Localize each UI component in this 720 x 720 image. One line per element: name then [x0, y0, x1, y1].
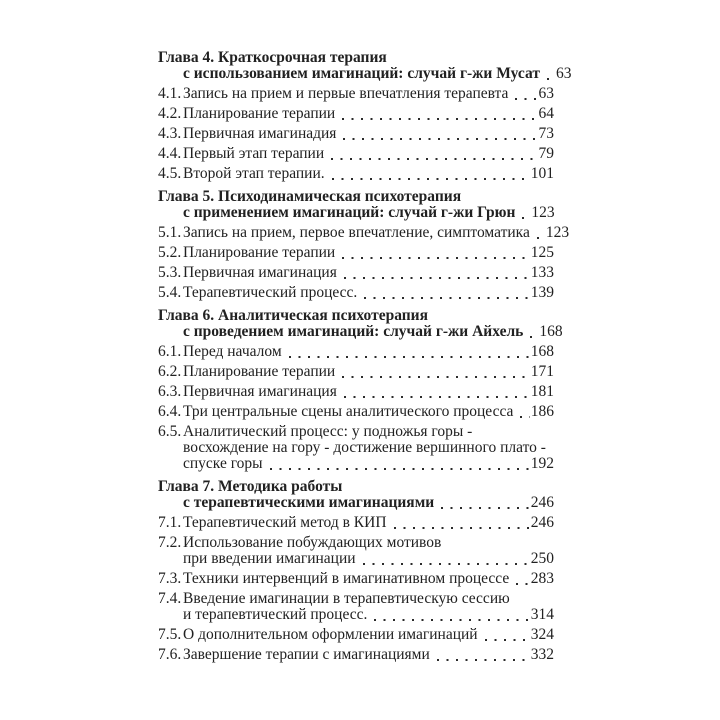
- dot-leader: [330, 166, 530, 182]
- toc-item-line: [158, 364, 554, 380]
- toc-item-line: [158, 384, 554, 400]
- toc-item-line: [158, 106, 554, 122]
- toc-item: [158, 265, 554, 281]
- item-number: 6.4.: [158, 403, 182, 420]
- chapter-heading: [158, 49, 572, 82]
- page-number: 123: [545, 224, 570, 241]
- toc-item-line: [158, 424, 554, 440]
- item-text: Терапевтический метод в КИП: [183, 514, 387, 531]
- toc-item: [158, 535, 554, 567]
- item-number: 6.3.: [158, 383, 182, 400]
- page-number: 186: [530, 403, 554, 420]
- toc-item-line: [158, 627, 554, 643]
- item-number: 4.1.: [158, 85, 182, 102]
- item-text: Планирование терапии: [183, 363, 336, 380]
- chapter-heading-text: Глава 5. Психодинамическая психотерапия: [158, 188, 462, 205]
- dot-leader: [287, 344, 530, 360]
- dot-leader: [392, 515, 530, 531]
- page-number: 246: [530, 494, 554, 511]
- toc-item: [158, 627, 554, 643]
- item-text: Первичная имагинация: [183, 383, 337, 400]
- item-text: Запись на прием, первое впечатление, симптоматика: [183, 224, 530, 241]
- page-number: 73: [538, 125, 554, 142]
- toc-item-line: [158, 535, 554, 551]
- dot-leader: [340, 245, 530, 261]
- toc-item-line: [158, 126, 554, 142]
- item-number: 7.3.: [158, 570, 182, 587]
- item-text: Второй этап терапии.: [183, 165, 325, 182]
- page-number: 283: [530, 570, 554, 587]
- toc-item-line: [158, 265, 554, 281]
- dot-leader: [362, 285, 529, 301]
- toc-item-line: [158, 440, 554, 456]
- chapter-heading-line: [158, 495, 554, 511]
- dot-leader: [535, 225, 545, 241]
- item-number: 7.6.: [158, 646, 182, 663]
- toc-item: [158, 126, 554, 142]
- page-number: 168: [539, 323, 563, 340]
- page-number: 125: [530, 244, 554, 261]
- page-number: 64: [538, 105, 554, 122]
- toc-item-line: [158, 515, 554, 531]
- toc-item: [158, 424, 554, 472]
- dot-leader: [329, 146, 537, 162]
- toc-item: [158, 166, 554, 182]
- toc-item-line: [158, 456, 554, 472]
- item-number: 5.4.: [158, 284, 182, 301]
- page-number: 123: [531, 204, 555, 221]
- toc-item: [158, 146, 554, 162]
- item-number: 4.5.: [158, 165, 182, 182]
- chapter-heading-line: [158, 308, 554, 324]
- item-text: Три центральные сцены аналитического процесса: [183, 403, 514, 420]
- chapter-heading-line: [158, 189, 554, 205]
- chapter-heading-text: Глава 7. Методика работы: [158, 478, 343, 495]
- dot-leader: [518, 404, 529, 420]
- toc-item-line: [158, 551, 554, 567]
- page-number: 324: [530, 626, 554, 643]
- item-text: Терапевтический процесс.: [183, 284, 358, 301]
- page-number: 171: [530, 363, 554, 380]
- page-number: 133: [530, 264, 554, 281]
- page-number: 101: [530, 165, 554, 182]
- chapter-heading-line: [158, 205, 554, 221]
- toc-item: [158, 245, 554, 261]
- page-number: 181: [530, 383, 554, 400]
- item-number: 7.1.: [158, 514, 182, 531]
- dot-leader: [341, 126, 537, 142]
- dot-leader: [513, 86, 537, 102]
- item-text: Техники интервенций в имагинативном процессе: [183, 570, 510, 587]
- page-number: 192: [530, 455, 554, 472]
- toc-item: [158, 647, 554, 663]
- dot-leader: [545, 66, 555, 82]
- item-number: 5.1.: [158, 224, 182, 241]
- chapter-heading-line: [158, 479, 554, 495]
- chapter-heading-line: [158, 323, 563, 340]
- toc-item-line: [158, 591, 554, 607]
- dot-leader: [372, 607, 529, 623]
- page-number: 314: [530, 606, 554, 623]
- page-number: 79: [538, 145, 554, 162]
- item-number: 4.2.: [158, 105, 182, 122]
- toc-item: [158, 515, 554, 531]
- toc-item: [158, 571, 554, 587]
- dot-leader: [520, 205, 530, 221]
- chapter-heading: [158, 189, 554, 221]
- toc-item: [158, 591, 554, 623]
- dot-leader: [342, 265, 530, 281]
- item-text: при введении имагинации: [183, 550, 356, 567]
- toc-chapter: [158, 479, 554, 663]
- toc-item-line: [158, 647, 554, 663]
- toc-item-line: [158, 607, 554, 623]
- toc-item-line: [158, 224, 570, 241]
- item-number: 7.2.: [158, 534, 182, 551]
- chapter-heading-text: с терапевтическими имагинациями: [183, 494, 435, 511]
- toc-item-line: [158, 404, 554, 420]
- item-text: Первичная имагинадия: [183, 125, 337, 142]
- item-number: 4.4.: [158, 145, 182, 162]
- dot-leader: [361, 551, 530, 567]
- item-text: Аналитический процесс: у подножья горы -: [183, 423, 473, 440]
- toc-item-line: [158, 245, 554, 261]
- dot-leader: [528, 324, 538, 340]
- item-text: Планирование терапии: [183, 244, 336, 261]
- toc-item-line: [158, 166, 554, 182]
- item-text: и терапевтический процесс.: [183, 606, 368, 623]
- toc-item: [158, 106, 554, 122]
- item-number: 7.4.: [158, 590, 182, 607]
- toc-item: [158, 224, 570, 241]
- toc-item-line: [158, 86, 554, 102]
- table-of-contents: [158, 49, 572, 670]
- toc-chapter: [158, 307, 563, 472]
- chapter-heading-text: с применением имагинаций: случай г-жи Грюн: [183, 204, 516, 221]
- dot-leader: [439, 495, 530, 511]
- toc-item: [158, 344, 554, 360]
- item-number: 7.5.: [158, 626, 182, 643]
- dot-leader: [340, 364, 530, 380]
- item-number: 6.1.: [158, 343, 182, 360]
- item-text: Планирование терапии: [183, 105, 336, 122]
- page-number: 139: [530, 284, 554, 301]
- chapter-heading-text: Глава 4. Краткосрочная терапия: [158, 49, 387, 66]
- toc-chapter: [158, 49, 572, 182]
- chapter-heading: [158, 479, 554, 511]
- toc-chapter: [158, 188, 570, 301]
- toc-item: [158, 86, 554, 102]
- chapter-heading-text: с использованием имагинаций: случай г-жи Мусат: [183, 65, 540, 82]
- page-number: 63: [555, 65, 572, 82]
- dot-leader: [435, 647, 530, 663]
- item-text: спуске горы: [183, 455, 263, 472]
- dot-leader: [483, 627, 530, 643]
- dot-leader: [514, 571, 530, 587]
- toc-item-line: [158, 146, 554, 162]
- dot-leader: [268, 456, 530, 472]
- item-text: Первичная имагинация: [183, 264, 337, 281]
- item-text: Перед началом: [183, 343, 282, 360]
- item-text: Запись на прием и первые впечатления терапевта: [183, 85, 509, 102]
- item-number: 4.3.: [158, 125, 182, 142]
- chapter-heading-line: [158, 50, 554, 66]
- chapter-heading: [158, 307, 563, 340]
- item-number: 6.5.: [158, 423, 182, 440]
- toc-item: [158, 364, 554, 380]
- page-number: 250: [530, 550, 554, 567]
- page-number: 246: [530, 514, 554, 531]
- item-number: 5.3.: [158, 264, 182, 281]
- dot-leader: [342, 384, 530, 400]
- page-number: 63: [538, 85, 554, 102]
- chapter-heading-text: Глава 6. Аналитическая психотерапия: [158, 307, 428, 324]
- toc-item: [158, 404, 554, 420]
- page-number: 332: [530, 646, 554, 663]
- item-text: восхождение на гору - достижение вершинного плато -: [183, 439, 546, 456]
- chapter-heading-line: [158, 65, 572, 82]
- item-text: Использование побуждающих мотивов: [183, 534, 442, 551]
- toc-item: [158, 384, 554, 400]
- toc-item: [158, 285, 554, 301]
- item-text: О дополнительном оформлении имагинаций: [183, 626, 478, 643]
- toc-item-line: [158, 571, 554, 587]
- item-number: 5.2.: [158, 244, 182, 261]
- item-text: Первый этап терапии: [183, 145, 325, 162]
- item-text: Введение имагинации в терапевтическую сессию: [183, 590, 510, 607]
- item-text: Завершение терапии с имагинациями: [183, 646, 430, 663]
- dot-leader: [340, 106, 537, 122]
- toc-item-line: [158, 285, 554, 301]
- item-number: 6.2.: [158, 363, 182, 380]
- toc-item-line: [158, 344, 554, 360]
- chapter-heading-text: с проведением имагинаций: случай г-жи Айхель: [183, 323, 524, 340]
- page-number: 168: [530, 343, 554, 360]
